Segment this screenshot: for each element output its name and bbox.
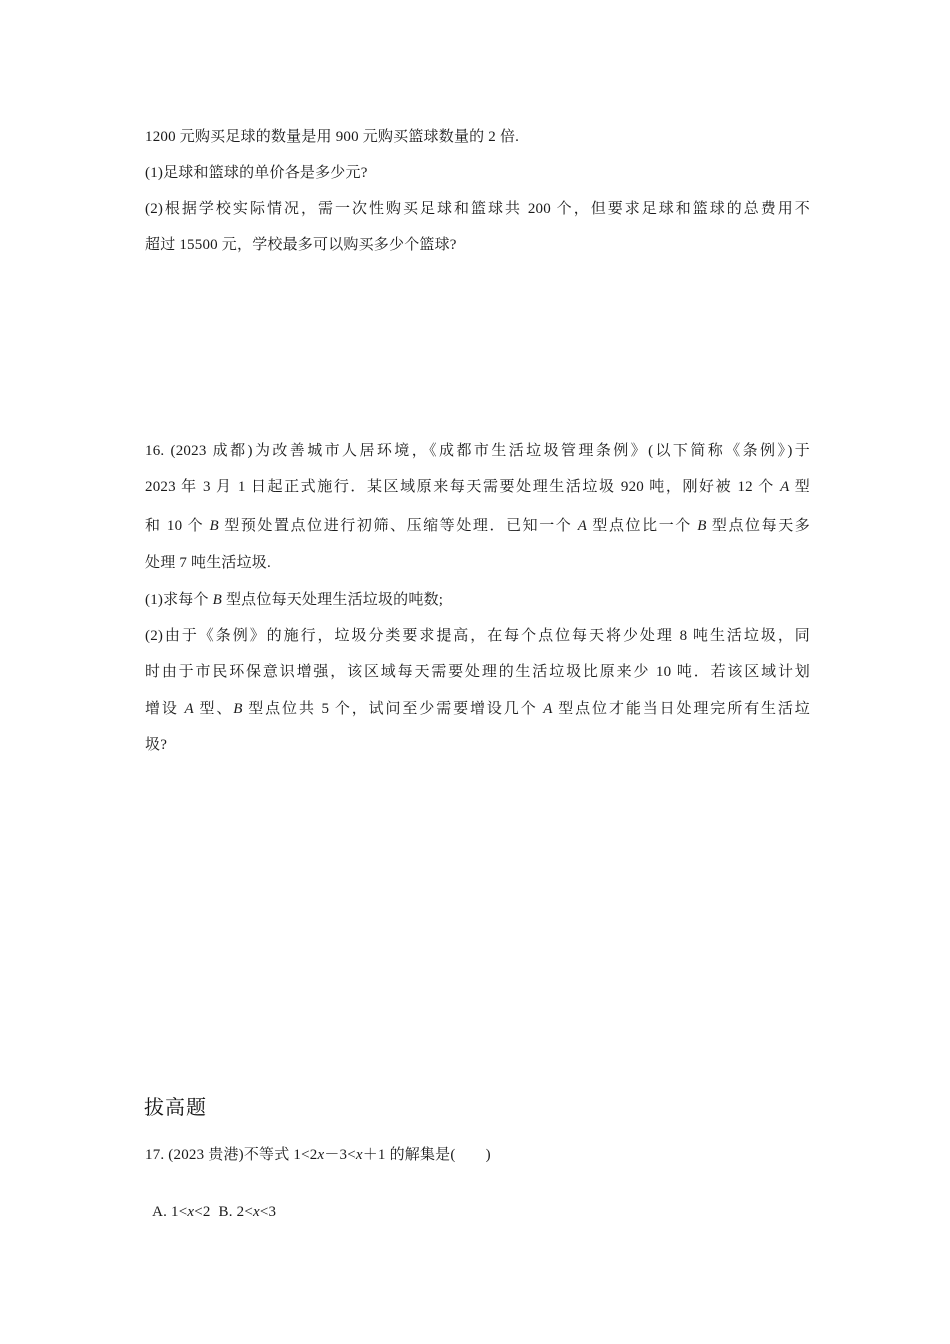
q16-part-1 xyxy=(145,589,810,611)
option-a-suffix: <2 xyxy=(194,1204,211,1220)
q16-part-1-text-b: 型点位每天处理生活垃圾的吨数; xyxy=(222,592,444,608)
q16-line-2 xyxy=(145,476,810,498)
variable-x: x xyxy=(187,1204,195,1220)
q16-line-2-text-b: 型 xyxy=(789,479,811,495)
variable-a: A xyxy=(184,701,194,717)
q17-stem-text-b: －3< xyxy=(324,1147,356,1163)
option-b-prefix: B. 2< xyxy=(210,1204,253,1220)
section-heading: 拔高题 xyxy=(144,1095,207,1119)
q16-part-2-line-4: 圾? xyxy=(145,737,168,753)
q16-line-3-text-b: 型预处置点位进行初筛、压缩等处理．已知一个 xyxy=(218,518,578,534)
q17-stem-text-d: ) xyxy=(485,1147,491,1163)
q15-part-2-line-2: 超过 15500 元，学校最多可以购买多少个篮球? xyxy=(145,237,457,253)
q16-line-1: 16. (2023 成都)为改善城市人居环境，《成都市生活垃圾管理条例》(以下简称《条例》)于 xyxy=(145,443,810,459)
variable-b: B xyxy=(233,701,243,717)
variable-b: B xyxy=(212,592,223,608)
q16-line-2-text-a: 2023 年 3 月 1 日起正式施行．某区域原来每天需要处理生活垃圾 920 吨，刚好被 12 个 xyxy=(145,479,781,495)
q16-line-4: 处理 7 吨生活垃圾. xyxy=(145,555,271,571)
q16-part-1-text-a: (1)求每个 xyxy=(145,592,213,608)
option-b-suffix: <3 xyxy=(259,1204,277,1220)
q15-part-1: (1)足球和篮球的单价各是多少元? xyxy=(145,165,368,181)
q17-stem xyxy=(145,1144,810,1166)
q16-line-3-text-c: 型点位比一个 xyxy=(587,518,698,534)
variable-x: x xyxy=(317,1147,325,1163)
option-a-prefix: A. 1< xyxy=(152,1204,188,1220)
q16-part-2-line-2: 时由于市民环保意识增强，该区域每天需要处理的生活垃圾比原来少 10 吨．若该区域计划 xyxy=(145,664,810,680)
variable-a: A xyxy=(780,479,790,495)
q16-part-2-line-1: (2)由于《条例》的施行，垃圾分类要求提高，在每个点位每天将少处理 8 吨生活垃圾，同 xyxy=(145,628,810,644)
q16-part-2-line-3-text-d: 型点位才能当日处理完所有生活垃 xyxy=(552,701,810,717)
variable-x: x xyxy=(252,1204,260,1220)
q16-part-2-line-3 xyxy=(145,698,810,720)
q17-stem-text-a: 17. (2023 贵港)不等式 1<2 xyxy=(145,1147,318,1163)
q15-line-1: 1200 元购买足球的数量是用 900 元购买篮球数量的 2 倍. xyxy=(145,129,520,145)
q16-part-2-line-3-text-a: 增设 xyxy=(145,701,185,717)
q16-line-3-text-a: 和 10 个 xyxy=(145,518,210,534)
q17-stem-text-c: ＋1 的解集是( xyxy=(362,1147,456,1163)
q16-line-3 xyxy=(145,515,810,537)
q16-part-2-line-3-text-c: 型点位共 5 个，试问至少需要增设几个 xyxy=(242,701,544,717)
variable-b: B xyxy=(209,518,219,534)
variable-b: B xyxy=(697,518,707,534)
q17-options xyxy=(145,1179,810,1220)
q15-part-2-line-1: (2)根据学校实际情况，需一次性购买足球和篮球共 200 个，但要求足球和篮球的总费用不 xyxy=(145,201,810,217)
variable-a: A xyxy=(543,701,553,717)
variable-x: x xyxy=(355,1147,363,1163)
q16-line-3-text-d: 型点位每天多 xyxy=(706,518,810,534)
variable-a: A xyxy=(577,518,588,534)
q16-part-2-line-3-text-b: 型、 xyxy=(193,701,234,717)
